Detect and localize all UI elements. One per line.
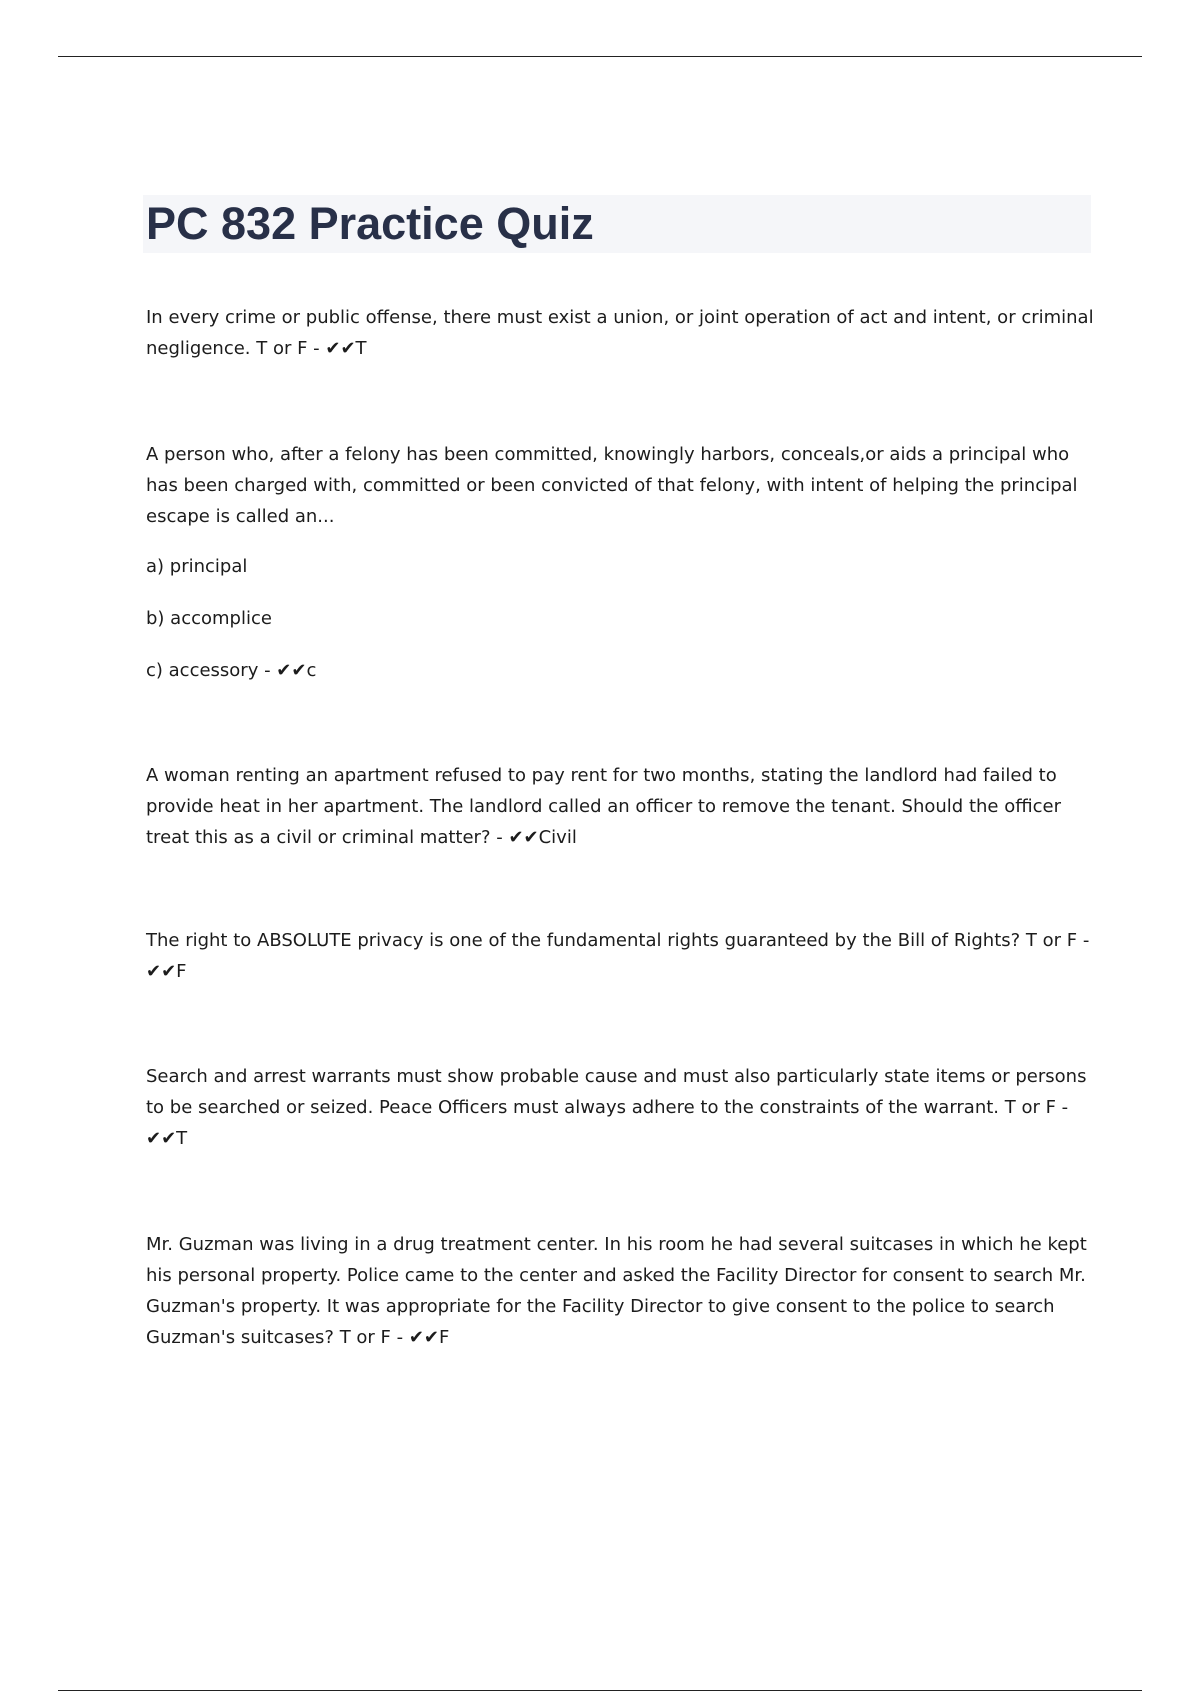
question-3: A woman renting an apartment refused to pay rent for two months, stating the landlord had failed to provide heat in her apartment. The landlord called an officer to remove the tenant. Should the officer treat this as a civil or criminal matter? - ✔✔Civil (146, 765, 1061, 848)
question-5: Search and arrest warrants must show probable cause and must also particularly state items or persons to be searched or seized. Peace Officers must always adhere to the constraints of the warrant. T or F - ✔✔T (146, 1066, 1087, 1149)
question-4: The right to ABSOLUTE privacy is one of the fundamental rights guaranteed by the Bill of Rights? T or F - ✔✔F (146, 930, 1090, 982)
question-2: A person who, after a felony has been committed, knowingly harbors, conceals,or aids a principal who has been charged with, committed or been convicted of that felony, with intent of helping the principal escape is called an... (146, 444, 1078, 527)
question-6: Mr. Guzman was living in a drug treatment center. In his room he had several suitcases in which he kept his personal property. Police came to the center and asked the Facility Director for consent to search Mr. Guzman's property. It was appropriate for the Facility Director to give consent to the police to search Guzman's suitcases? T or F - ✔✔F (146, 1234, 1087, 1348)
page-title: PC 832 Practice Quiz (146, 198, 594, 249)
bottom-rule (58, 1690, 1142, 1691)
top-rule (58, 56, 1142, 57)
question-2-option-a: a) principal (146, 556, 248, 577)
question-2-option-b: b) accomplice (146, 608, 272, 629)
question-1: In every crime or public offense, there must exist a union, or joint operation of act and intent, or criminal negligence. T or F - ✔✔T (146, 307, 1094, 359)
question-2-option-c: c) accessory - ✔✔c (146, 660, 317, 681)
